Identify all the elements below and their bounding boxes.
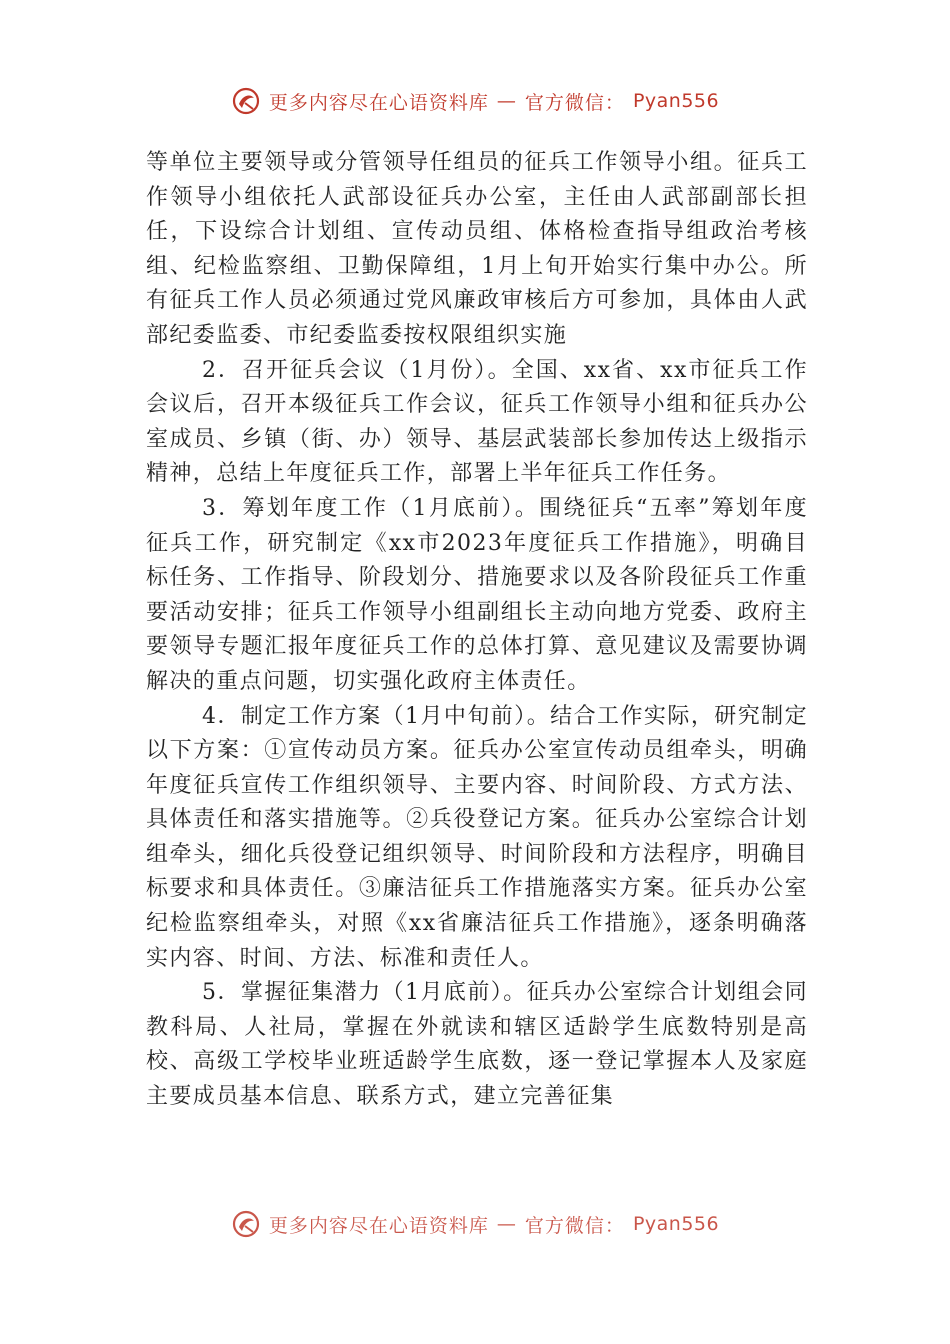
brand-logo-icon [231, 1209, 261, 1239]
header-watermark [0, 86, 950, 116]
watermark-text: 更多内容尽在心语资料库 [268, 1214, 489, 1237]
paragraph: 3．筹划年度工作（1月底前）。围绕征兵“五率”筹划年度征兵工作，研究制定《xx市2023年度征兵工作措施》，明确目标任务、工作指导、阶段划分、措施要求以及各阶段征兵工作重要活动安排；征兵工作领导小组副组长主动向地方党委、政府主要领导专题汇报年度征兵工作的总体打算、意见建议及需要协调解决的重点问题，切实强化政府主体责任。 [146, 495, 808, 694]
watermark-separator: — [496, 90, 517, 112]
footer-watermark [0, 1209, 950, 1239]
brand-logo-icon [231, 86, 261, 116]
watermark-label: 官方微信： [524, 1214, 625, 1237]
paragraph: 4．制定工作方案（1月中旬前）。结合工作实际，研究制定以下方案：①宣传动员方案。征兵办公室宣传动员组牵头，明确年度征兵宣传工作组织领导、主要内容、时间阶段、方式方法、具体责任和落实措施等。②兵役登记方案。征兵办公室综合计划组牵头，细化兵役登记组织领导、时间阶段和方法程序，明确目标要求和具体责任。③廉洁征兵工作措施落实方案。征兵办公室纪检监察组牵头，对照《xx省廉洁征兵工作措施》，逐条明确落实内容、时间、方法、标准和责任人。 [146, 703, 808, 971]
watermark-text: 更多内容尽在心语资料库 [268, 91, 489, 114]
paragraph: 等单位主要领导或分管领导任组员的征兵工作领导小组。征兵工作领导小组依托人武部设征兵办公室，主任由人武部副部长担任，下设综合计划组、宣传动员组、体格检查指导组政治考核组、纪检监察组、卫勤保障组，1月上旬开始实行集中办公。所有征兵工作人员必须通过党风廉政审核后方可参加，具体由人武部纪委监委、市纪委监委按权限组织实施 [146, 150, 808, 348]
watermark-account: Pyan556 [632, 90, 720, 112]
body-text [146, 146, 808, 1115]
watermark-separator: — [496, 1213, 517, 1235]
watermark-label: 官方微信： [524, 91, 625, 114]
watermark-account: Pyan556 [632, 1213, 720, 1235]
paragraph: 5．掌握征集潜力（1月底前）。征兵办公室综合计划组会同教科局、人社局，掌握在外就读和辖区适龄学生底数特别是高校、高级工学校毕业班适龄学生底数，逐一登记掌握本人及家庭主要成员基本信息、联系方式，建立完善征集 [146, 980, 808, 1110]
paragraph: 2．召开征兵会议（1月份）。全国、xx省、xx市征兵工作会议后，召开本级征兵工作会议，征兵工作领导小组和征兵办公室成员、乡镇（街、办）领导、基层武装部长参加传达上级指示精神，总结上年度征兵工作，部署上半年征兵工作任务。 [146, 357, 808, 487]
